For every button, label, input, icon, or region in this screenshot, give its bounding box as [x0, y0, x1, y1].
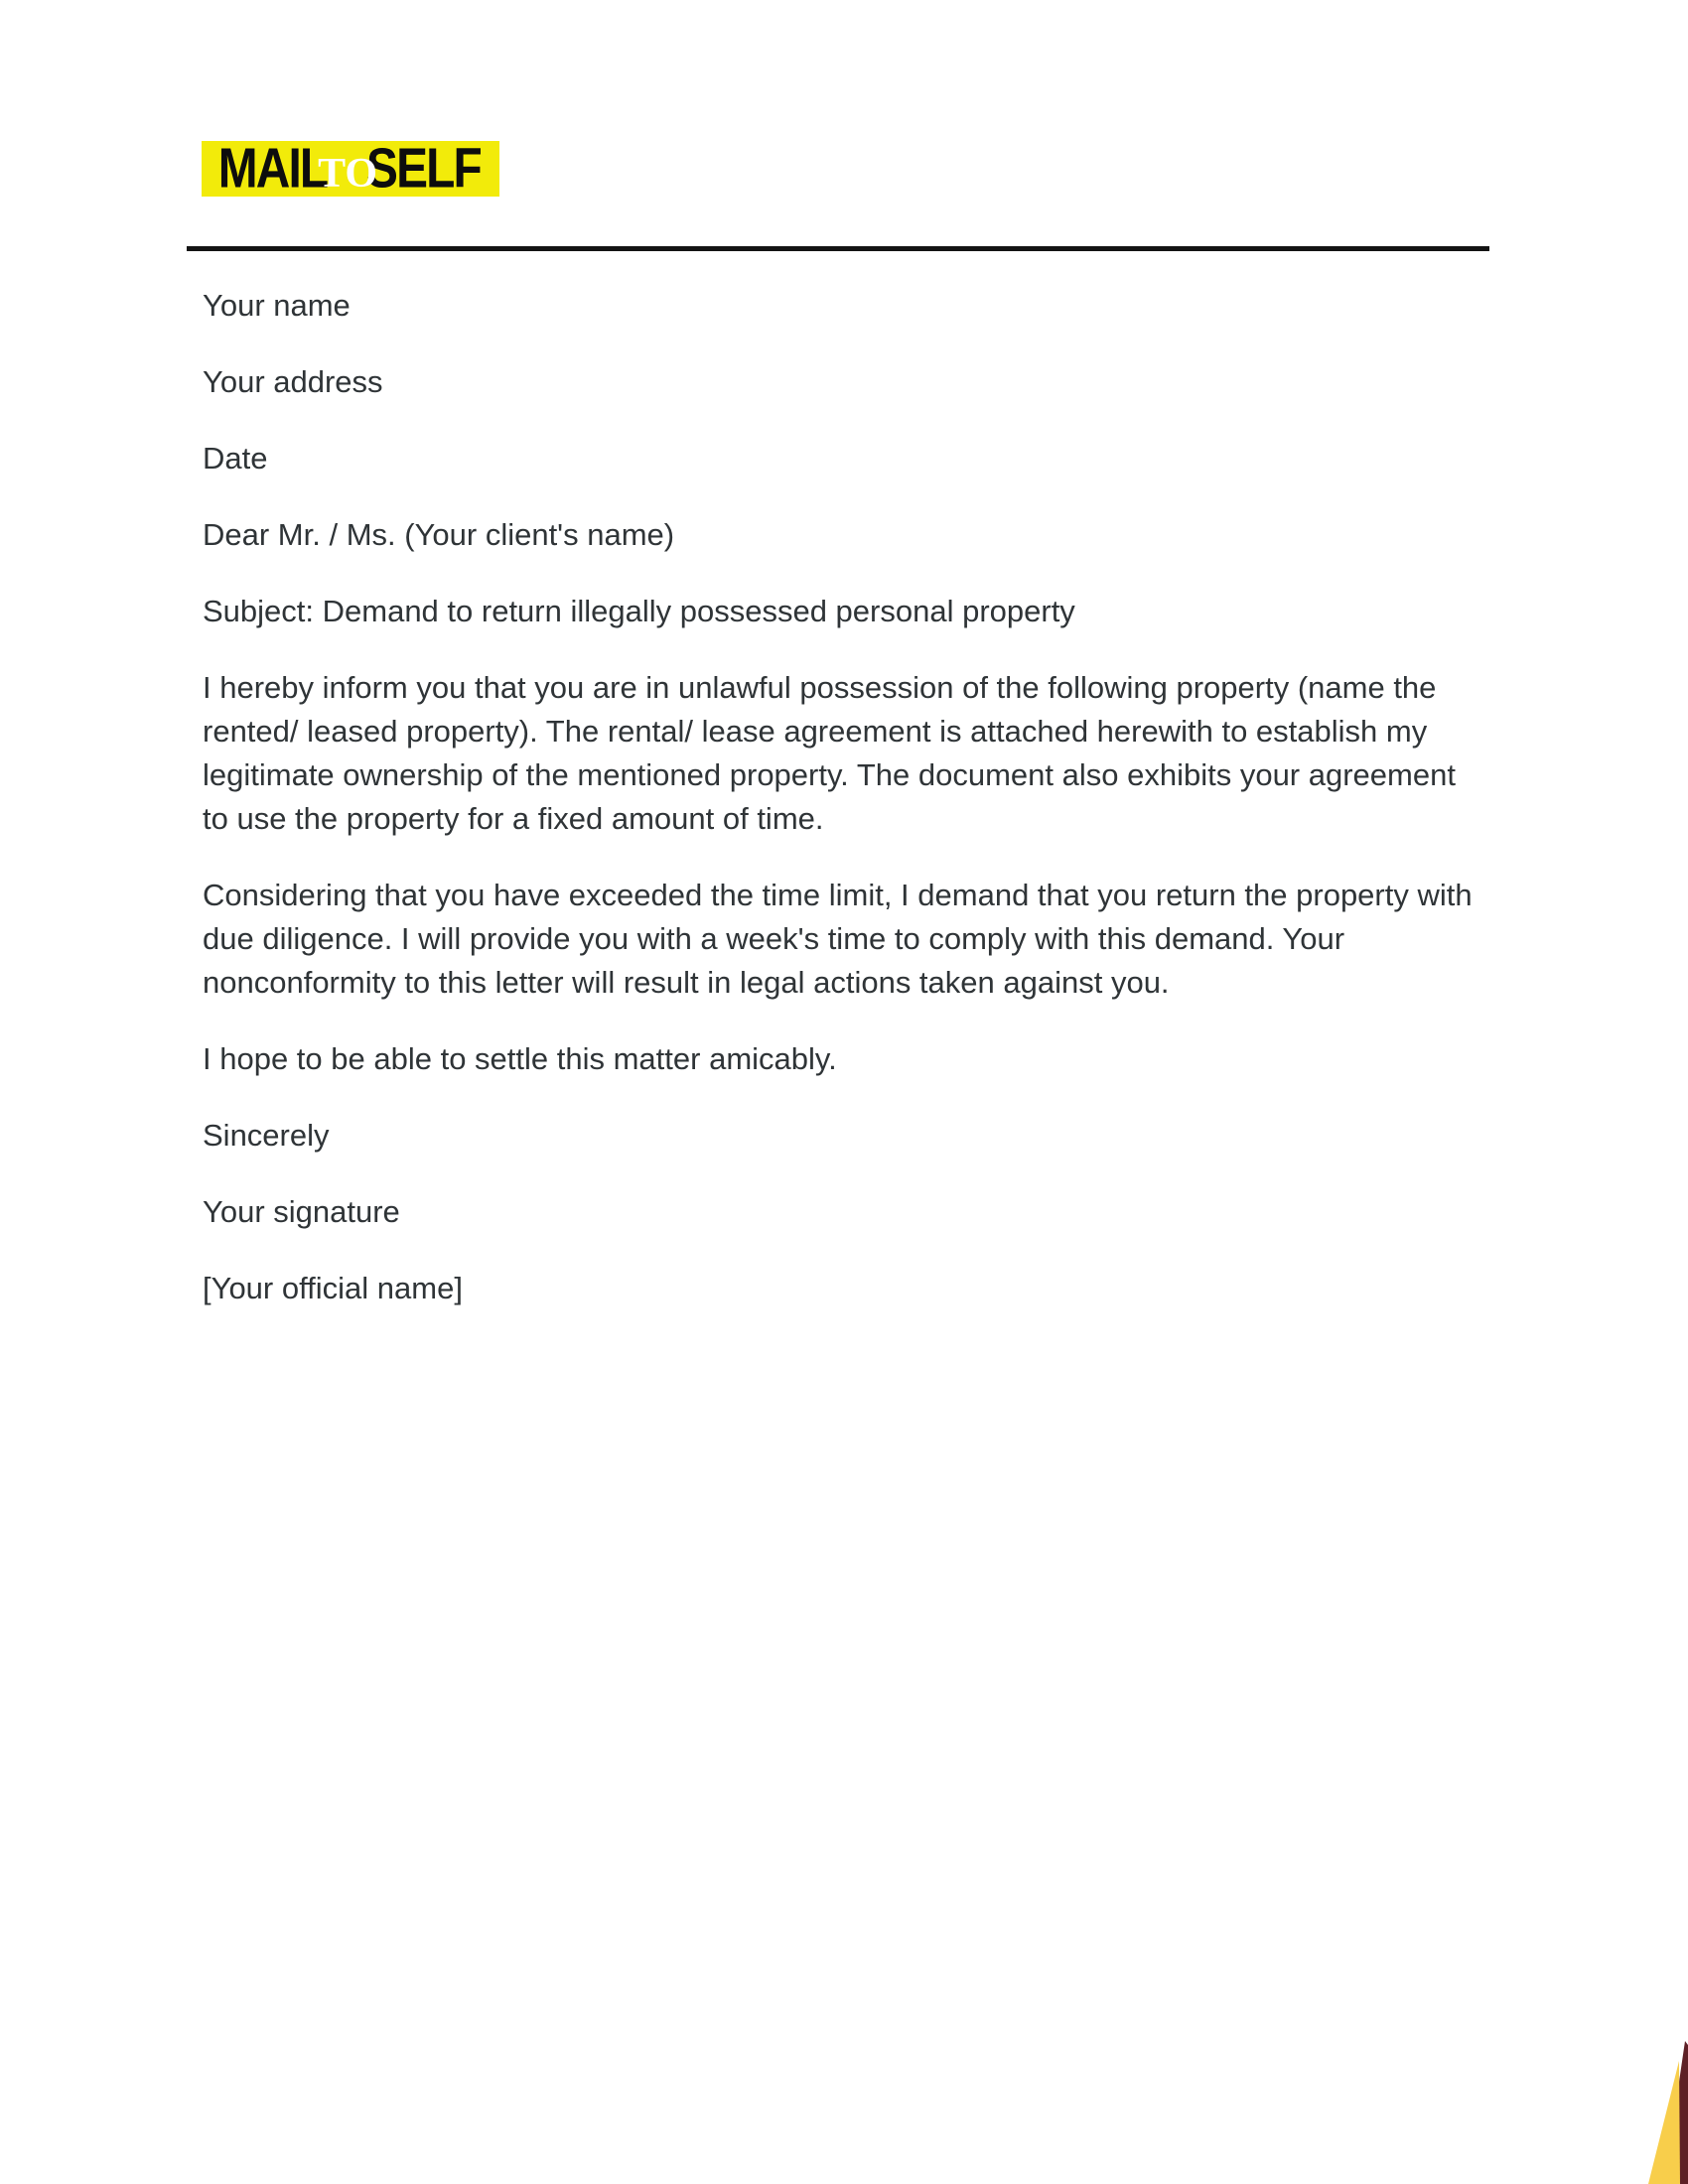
body-paragraph-2: Considering that you have exceeded the time limit, I demand that you return the property with due diligence. I will provide you with a week's time to comply with this demand. Your nonconformity to this letter will result in legal actions taken against you.	[203, 878, 1473, 1000]
logo-word-self: SELF	[366, 137, 481, 201]
date-line: Date	[203, 441, 268, 476]
subject-line: Subject: Demand to return illegally possessed personal property	[203, 594, 1075, 628]
closing-line: I hope to be able to settle this matter amicably.	[203, 1041, 837, 1076]
sender-address-line: Your address	[203, 364, 383, 399]
mailtoself-logo	[202, 137, 499, 201]
logo-word-to: TO	[318, 151, 378, 197]
letter-body	[203, 284, 1489, 1343]
header-divider-rule	[187, 246, 1489, 251]
salutation-line: Dear Mr. / Ms. (Your client's name)	[203, 517, 675, 552]
body-paragraph-1: I hereby inform you that you are in unlawful possession of the following property (name the rented/ leased property). The rental/ lease agreement is attached herewith to establish my legitimate ownership of the mentioned property. The document also exhibits your agreement to use the property for a fixed amount of time.	[203, 670, 1456, 836]
corner-triangle-decoration-icon	[1579, 2035, 1688, 2184]
sender-name-line: Your name	[203, 288, 351, 323]
signoff-line: Sincerely	[203, 1118, 330, 1153]
official-name-line: [Your official name]	[203, 1271, 463, 1305]
signature-line: Your signature	[203, 1194, 400, 1229]
logo-word-mail: MAIL	[217, 137, 328, 201]
